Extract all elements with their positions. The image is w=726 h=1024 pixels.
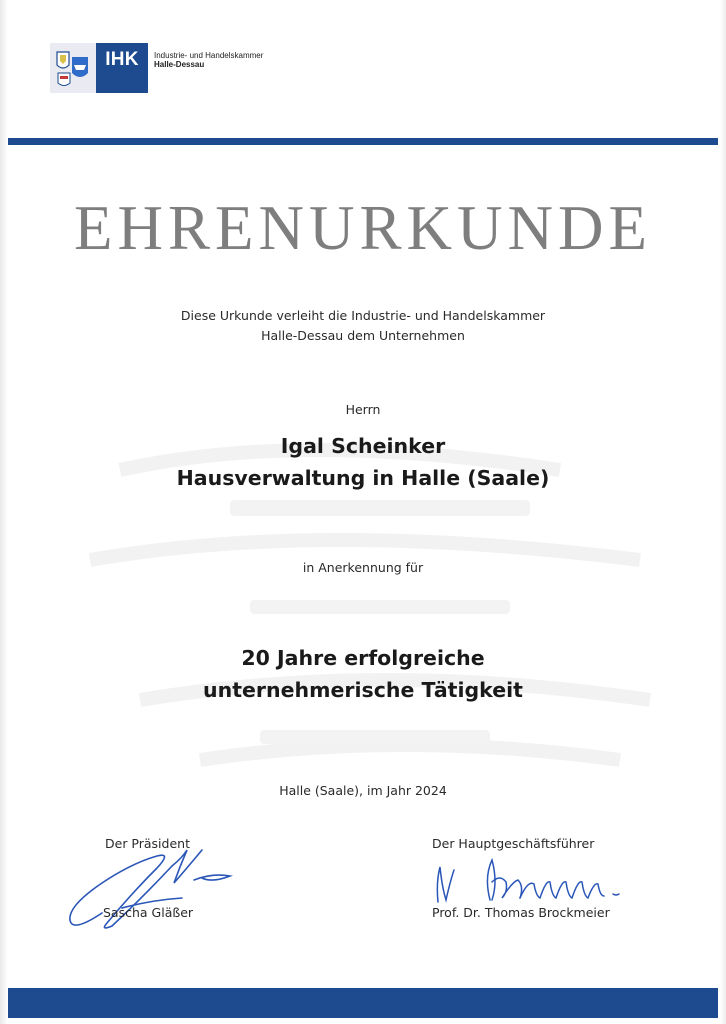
recipient-company: Hausverwaltung in Halle (Saale)	[176, 466, 550, 490]
achievement-line: unternehmerische Tätigkeit	[203, 678, 523, 702]
bottom-rule	[8, 988, 718, 1018]
managing-director-signature	[428, 852, 638, 912]
achievement-line: 20 Jahre erfolgreiche	[241, 646, 485, 670]
organization-name-line2: Halle-Dessau	[154, 60, 205, 69]
managing-director-role: Der Hauptgeschäftsführer	[432, 836, 595, 851]
organization-name-line1: Industrie- und Handelskammer	[154, 51, 264, 60]
president-signature	[62, 838, 242, 938]
intro-line: Halle-Dessau dem Unternehmen	[261, 328, 465, 343]
president-name: Sascha Gläßer	[103, 905, 194, 920]
recipient-name: Igal Scheinker	[280, 434, 446, 458]
recipient	[0, 430, 726, 494]
president-role: Der Präsident	[105, 836, 190, 851]
place-and-date: Halle (Saale), im Jahr 2024	[279, 783, 447, 798]
logo-abbreviation: IHK	[96, 43, 148, 93]
ihk-logo	[50, 43, 148, 93]
certificate-title: EHRENURKUNDE	[74, 193, 652, 263]
salutation: Herrn	[345, 402, 381, 417]
top-rule	[8, 138, 718, 145]
organization-name	[154, 51, 263, 69]
recognition-text: in Anerkennung für	[302, 560, 424, 575]
coat-of-arms-icon	[50, 43, 96, 93]
managing-director-name: Prof. Dr. Thomas Brockmeier	[432, 905, 610, 920]
achievement	[0, 642, 726, 706]
intro-line: Diese Urkunde verleiht die Industrie- und Handelskammer	[180, 308, 546, 323]
intro-text	[0, 306, 726, 346]
